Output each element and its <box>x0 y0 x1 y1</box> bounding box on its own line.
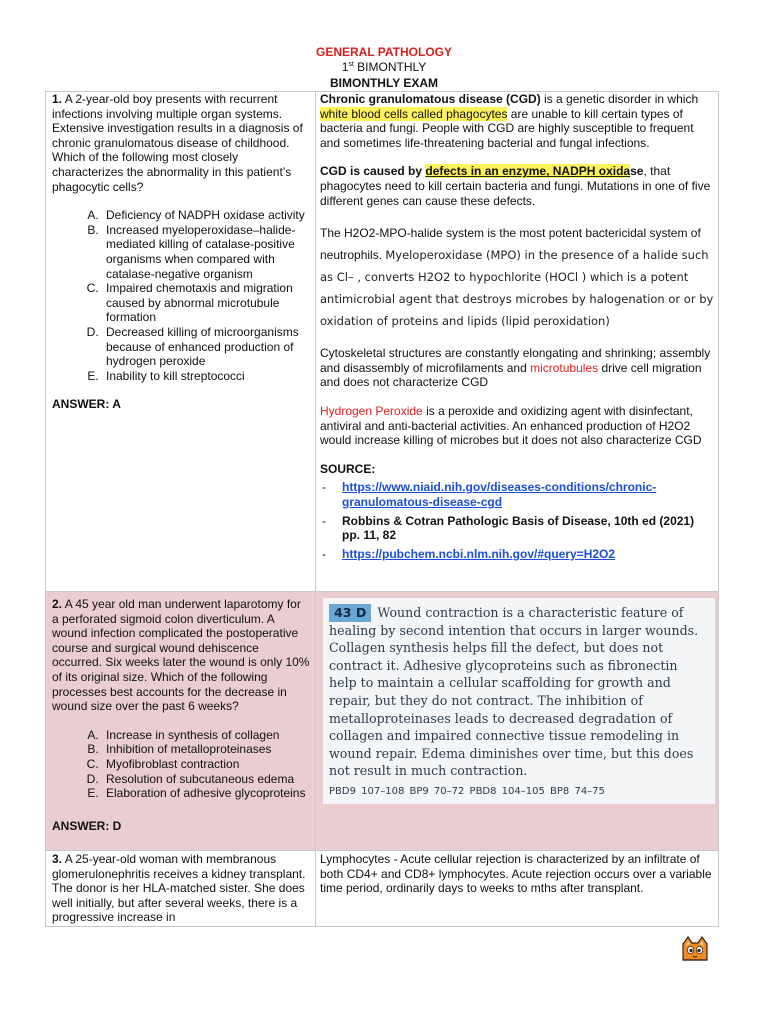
table-border-right <box>718 91 719 927</box>
textbook-excerpt-text <box>329 604 709 780</box>
table-row-divider-1 <box>45 591 719 592</box>
h2o2-paragraph <box>320 404 714 448</box>
h2o2-text: is a peroxide and oxidizing agent with disinfectant, antiviral and anti-bacterial activities. An enhanced production of H2O2 would increase killing of microbes but it does not also characterize CGD <box>320 403 702 448</box>
choice-c: C. Myofibroblast contraction <box>102 757 310 772</box>
microtubule-text-b: drive cell migration and does not characterize CGD <box>320 360 702 390</box>
document-title: GENERAL PATHOLOGY <box>315 45 452 59</box>
source-label: SOURCE: <box>320 461 376 476</box>
answer-key: ANSWER: D <box>52 818 122 833</box>
cgd-cause <box>320 164 714 208</box>
exam-title: BIMONTHLY EXAM <box>329 76 438 90</box>
question-1-cell <box>52 92 310 412</box>
cgd-cause-lead: CGD is caused by <box>320 164 426 179</box>
choice-e: E. Elaboration of adhesive glycoproteins <box>102 786 310 801</box>
excerpt-references: PBD9 107–108 BP9 70–72 PBD8 104–105 BP8 74–75 <box>329 785 605 797</box>
table-row-divider-2 <box>45 850 719 851</box>
excerpt-answer-number: 43 D <box>329 604 371 622</box>
cat-mascot-icon[interactable] <box>680 936 710 962</box>
answer-choices <box>52 208 310 383</box>
table-border-left <box>45 91 46 927</box>
question-2-stem <box>52 597 310 714</box>
source-link-niaid[interactable]: https://www.niaid.nih.gov/diseases-conditions/chronic-granulomatous-disease-cgd <box>342 480 657 509</box>
explanation-1-cell <box>320 92 714 565</box>
cgd-cause-text: , that phagocytes need to kill certain bacteria and fungi. Mutations in one of five different genes can cause these defects. <box>320 164 711 208</box>
choice-d: D. Resolution of subcutaneous edema <box>102 772 310 787</box>
source-item <box>342 547 714 562</box>
cgd-cause-suffix: se <box>630 164 644 179</box>
question-text: A 2-year-old boy presents with recurrent infections involving multiple organ systems. Extensive investigation results in a diagnosis of chronic granulomatous disease of childhood. Which of the following most closely characterizes the abnormality in this patient’s phagocytic cells? <box>52 92 303 194</box>
source-item <box>342 480 714 509</box>
question-3-stem <box>52 852 310 925</box>
microtubule-paragraph <box>320 346 714 390</box>
question-2-cell <box>52 597 310 833</box>
microtubule-text-a: Cytoskeletal structures are constantly elongating and shrinking; assembly and disassembly of microfilaments and <box>320 346 711 375</box>
table-column-divider <box>315 91 316 927</box>
choice-c: C. Impaired chemotaxis and migration caused by abnormal microtubule formation <box>102 281 310 325</box>
document-subtitle <box>0 60 768 74</box>
source-list <box>320 480 714 561</box>
cgd-term: Chronic granulomatous disease (CGD) <box>320 92 541 106</box>
table-border-bottom <box>45 926 719 927</box>
explanation-3-text: Lymphocytes - Acute cellular rejection is characterized by an infiltrate of both CD4+ and CD8+ lymphocytes. Acute rejection occurs over a variable time period, ordinarily days to weeks to mths after transplant. <box>320 852 712 896</box>
mpo-term: Myeloperoxidase (MPO) <box>385 248 521 263</box>
choice-a: A. Deficiency of NADPH oxidase activity <box>102 208 310 223</box>
choice-a: A. Increase in synthesis of collagen <box>102 728 310 743</box>
excerpt-body: Wound contraction is a characteristic feature of healing by second intention that occurs in larger wounds. Collagen synthesis helps fill the defect, but does not contract it. Adhesive glycoproteins such as fibronectin help to maintain a cellular scaffolding for growth and repair, but they do not contract. The inhibition of metalloproteinases leads to decreased degradation of collagen and impaired connective tissue remodeling in wound repair. Edema diminishes over time, but this does not result in much contraction. <box>329 605 699 779</box>
question-text: A 25-year-old woman with membranous glomerulonephritis receives a kidney transplant. The donor is her HLA-matched sister. She does well initially, but after several weeks, there is a progressive increase in <box>52 852 306 925</box>
question-number: 1. <box>52 92 63 106</box>
hydrogen-peroxide-term: Hydrogen Peroxide <box>320 403 423 418</box>
highlight-nadph-oxidase: defects in an enzyme, NADPH oxida <box>425 164 631 179</box>
cgd-definition <box>320 92 714 150</box>
question-number: 2. <box>52 597 63 611</box>
question-3-cell <box>52 852 310 925</box>
subtitle-number: 1 <box>341 60 349 74</box>
mpo-text-b: in the presence of a halide such as Cl– , converts H2O2 to hypochlorite (HOCl ) which is a potent antimicrobial agent that destroys microbes by halogenation or or by oxidation of proteins and lipids (lipid peroxidation) <box>320 248 714 329</box>
answer-key: ANSWER: A <box>52 397 121 412</box>
subtitle-text: BIMONTHLY <box>353 60 427 74</box>
microtubules-term: microtubules <box>530 360 599 375</box>
subtitle-ordinal: st <box>348 61 354 68</box>
question-number: 3. <box>52 852 63 866</box>
question-text: A 45 year old man underwent laparotomy for a perforated sigmoid colon diverticulum. A wound infection complicated the postoperative course and surgical wound dehiscence occurred. Six weeks later the wound is only 10% of its original size. Which of the following processes best accounts for the decrease in wound size over the past 6 weeks? <box>52 597 310 714</box>
cgd-def-text-a: is a genetic disorder in which <box>540 92 699 106</box>
choice-d: D. Decreased killing of microorganisms because of enhanced production of hydrogen peroxide <box>102 325 310 369</box>
highlight-phagocytes: white blood cells called phagocytes <box>320 106 508 121</box>
source-item: - Robbins & Cotran Pathologic Basis of Disease, 10th ed (2021) pp. 11, 82 <box>342 514 714 543</box>
choice-b: B. Inhibition of metalloproteinases <box>102 742 310 757</box>
source-link-pubchem[interactable]: https://pubchem.ncbi.nlm.nih.gov/#query=H2O2 <box>342 546 616 561</box>
choice-e: E. Inability to kill streptococci <box>102 369 310 384</box>
choice-b: B. Increased myeloperoxidase–halide-mediated killing of catalase-positive organisms when compared with catalase-negative organism <box>102 223 310 281</box>
cgd-def-text-b: are unable to kill certain types of bacteria and fungi. People with CGD are highly susceptible to frequent and sometimes life-threatening bacterial and fungal infections. <box>320 106 694 150</box>
question-1-stem <box>52 92 310 194</box>
textbook-excerpt-image <box>323 598 715 804</box>
mpo-paragraph <box>320 222 714 332</box>
explanation-3-cell <box>320 852 714 896</box>
answer-choices <box>52 728 310 801</box>
mpo-text-a: The H2O2-MPO-halide system is the most potent bactericidal system of neutrophils. <box>320 226 701 263</box>
